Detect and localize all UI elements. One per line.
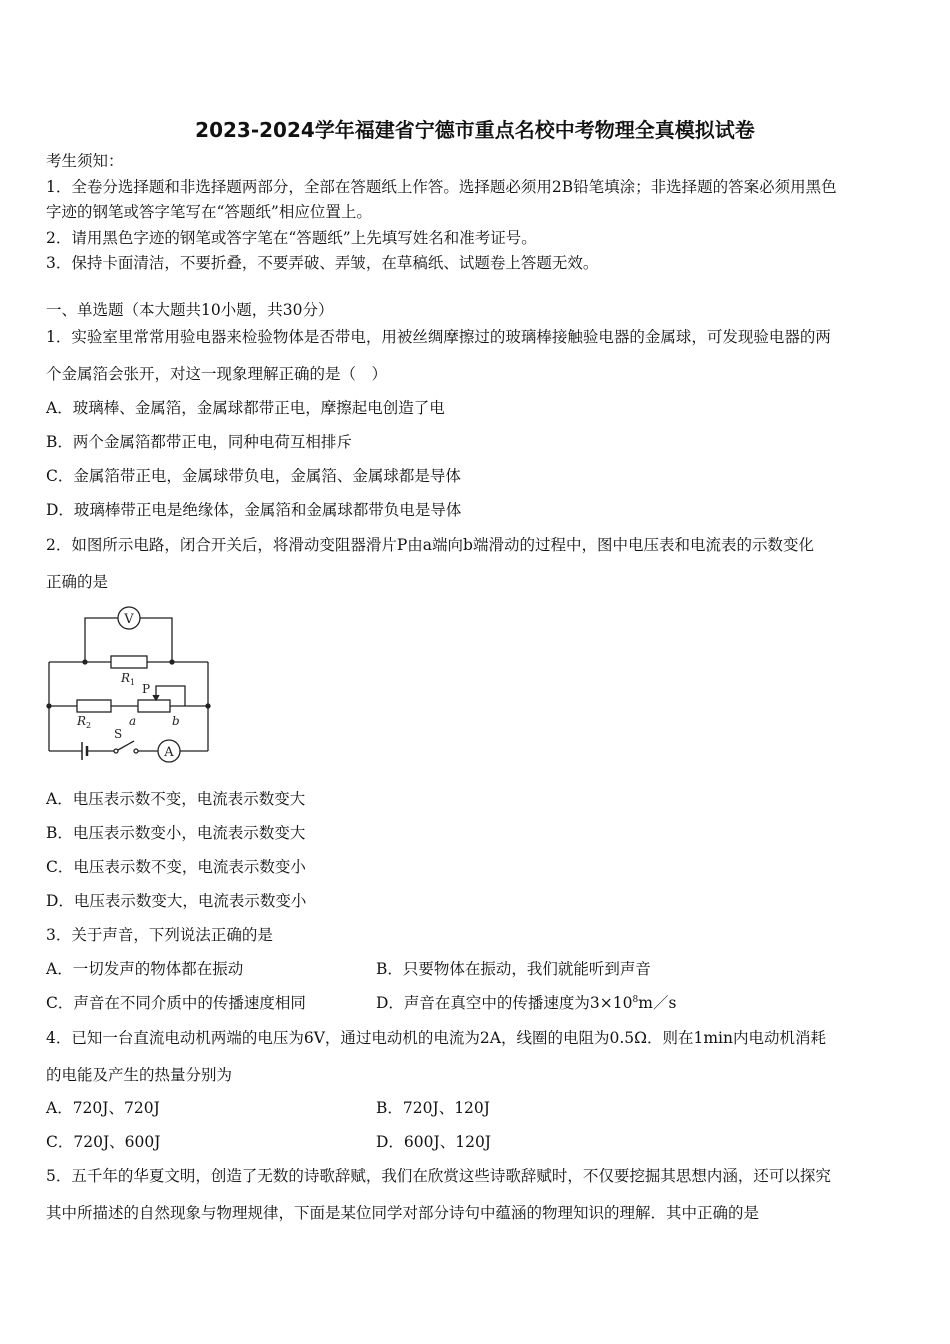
q2-option-c: C．电压表示数不变，电流表示数变小 — [46, 858, 306, 876]
q3-option-a: A．一切发声的物体都在振动 — [46, 960, 244, 978]
q1-stem-line-1: 1．实验室里常常用验电器来检验物体是否带电，用被丝绸摩擦过的玻璃棒接触验电器的金属球，可发现验电器的两 — [46, 328, 831, 346]
q3-option-d — [376, 993, 676, 1013]
notice-item-1-cont: 字迹的钢笔或答字笔写在“答题纸”相应位置上。 — [46, 203, 372, 221]
notice-item-1: 1．全卷分选择题和非选择题两部分，全部在答题纸上作答。选择题必须用2B铅笔填涂；非选择题的答案必须用黑色 — [46, 178, 837, 196]
circuit-diagram — [44, 600, 216, 765]
q3-option-b: B．只要物体在振动，我们就能听到声音 — [376, 960, 651, 978]
q3-option-d-unit: m／s — [638, 994, 677, 1012]
rheostat — [138, 700, 170, 712]
junction-dot — [47, 704, 51, 708]
switch-contact — [134, 749, 138, 753]
q4-option-c: C．720J、600J — [46, 1133, 161, 1151]
q4-option-a: A．720J、720J — [46, 1099, 160, 1117]
r2-label: R — [77, 714, 87, 728]
q5-stem-line-1: 5．五千年的华夏文明，创造了无数的诗歌辞赋，我们在欣赏这些诗歌辞赋时，不仅要挖掘其思想内涵，还可以探究 — [46, 1167, 831, 1185]
notice-heading: 考生须知： — [46, 152, 124, 170]
q3-stem: 3．关于声音，下列说法正确的是 — [46, 926, 273, 944]
slider-arrow-icon — [153, 695, 159, 700]
switch-label: S — [114, 727, 123, 741]
q2-option-b: B．电压表示数变小，电流表示数变大 — [46, 824, 306, 842]
page-title: 2023-2024学年福建省宁德市重点名校中考物理全真模拟试卷 — [195, 118, 755, 142]
q1-option-b: B．两个金属箔都带正电，同种电荷互相排斥 — [46, 433, 352, 451]
resistor-r2 — [77, 700, 111, 712]
notice-item-2: 2．请用黑色字迹的钢笔或答字笔在“答题纸”上先填写姓名和准考证号。 — [46, 229, 537, 247]
q3-option-c: C．声音在不同介质中的传播速度相同 — [46, 994, 306, 1012]
slider-label: P — [142, 682, 151, 696]
end-a-label: a — [129, 714, 137, 728]
switch-contact — [114, 749, 118, 753]
q1-option-c: C．金属箔带正电，金属球带负电，金属箔、金属球都是导体 — [46, 467, 461, 485]
ammeter-label: A — [164, 745, 174, 760]
q2-option-d: D．电压表示数变大，电流表示数变小 — [46, 892, 307, 910]
q2-stem-line-1: 2．如图所示电路，闭合开关后，将滑动变阻器滑片P由a端向b端滑动的过程中，图中电压表和电流表的示数变化 — [46, 536, 814, 554]
resistor-r1 — [111, 656, 147, 668]
q4-stem-line-1: 4．已知一台直流电动机两端的电压为6V，通过电动机的电流为2A，线圈的电阻为0.5Ω．则在1min内电动机消耗 — [46, 1029, 826, 1047]
q3-option-d-text: D．声音在真空中的传播速度为3×10 — [376, 994, 633, 1012]
q4-stem-line-2: 的电能及产生的热量分别为 — [46, 1066, 233, 1084]
voltmeter-label: V — [124, 612, 134, 627]
switch-blade — [118, 741, 134, 750]
junction-dot — [83, 660, 87, 664]
junction-dot — [170, 660, 174, 664]
junction-dot — [206, 704, 210, 708]
section-heading: 一、单选题（本大题共10小题，共30分） — [46, 301, 334, 319]
r1-label: R — [121, 671, 131, 685]
end-b-label: b — [172, 714, 180, 728]
r1-subscript: 1 — [130, 678, 136, 687]
q4-option-d: D．600J、120J — [376, 1133, 492, 1151]
q1-option-d: D．玻璃棒带正电是绝缘体，金属箔和金属球都带负电是导体 — [46, 501, 462, 519]
r2-subscript: 2 — [86, 721, 92, 730]
q2-option-a: A．电压表示数不变，电流表示数变大 — [46, 790, 306, 808]
q5-stem-line-2: 其中所描述的自然现象与物理规律，下面是某位同学对部分诗句中蕴涵的物理知识的理解．其中正确的是 — [46, 1204, 760, 1222]
q3-option-d-exponent: 8 — [632, 994, 639, 1005]
q1-stem-line-2: 个金属箔会张开，对这一现象理解正确的是（ ） — [46, 365, 388, 383]
q4-option-b: B．720J、120J — [376, 1099, 490, 1117]
q2-stem-line-2: 正确的是 — [46, 573, 109, 591]
q1-option-a: A．玻璃棒、金属箔，金属球都带正电，摩擦起电创造了电 — [46, 399, 445, 417]
notice-item-3: 3．保持卡面清洁，不要折叠，不要弄破、弄皱，在草稿纸、试题卷上答题无效。 — [46, 254, 599, 272]
